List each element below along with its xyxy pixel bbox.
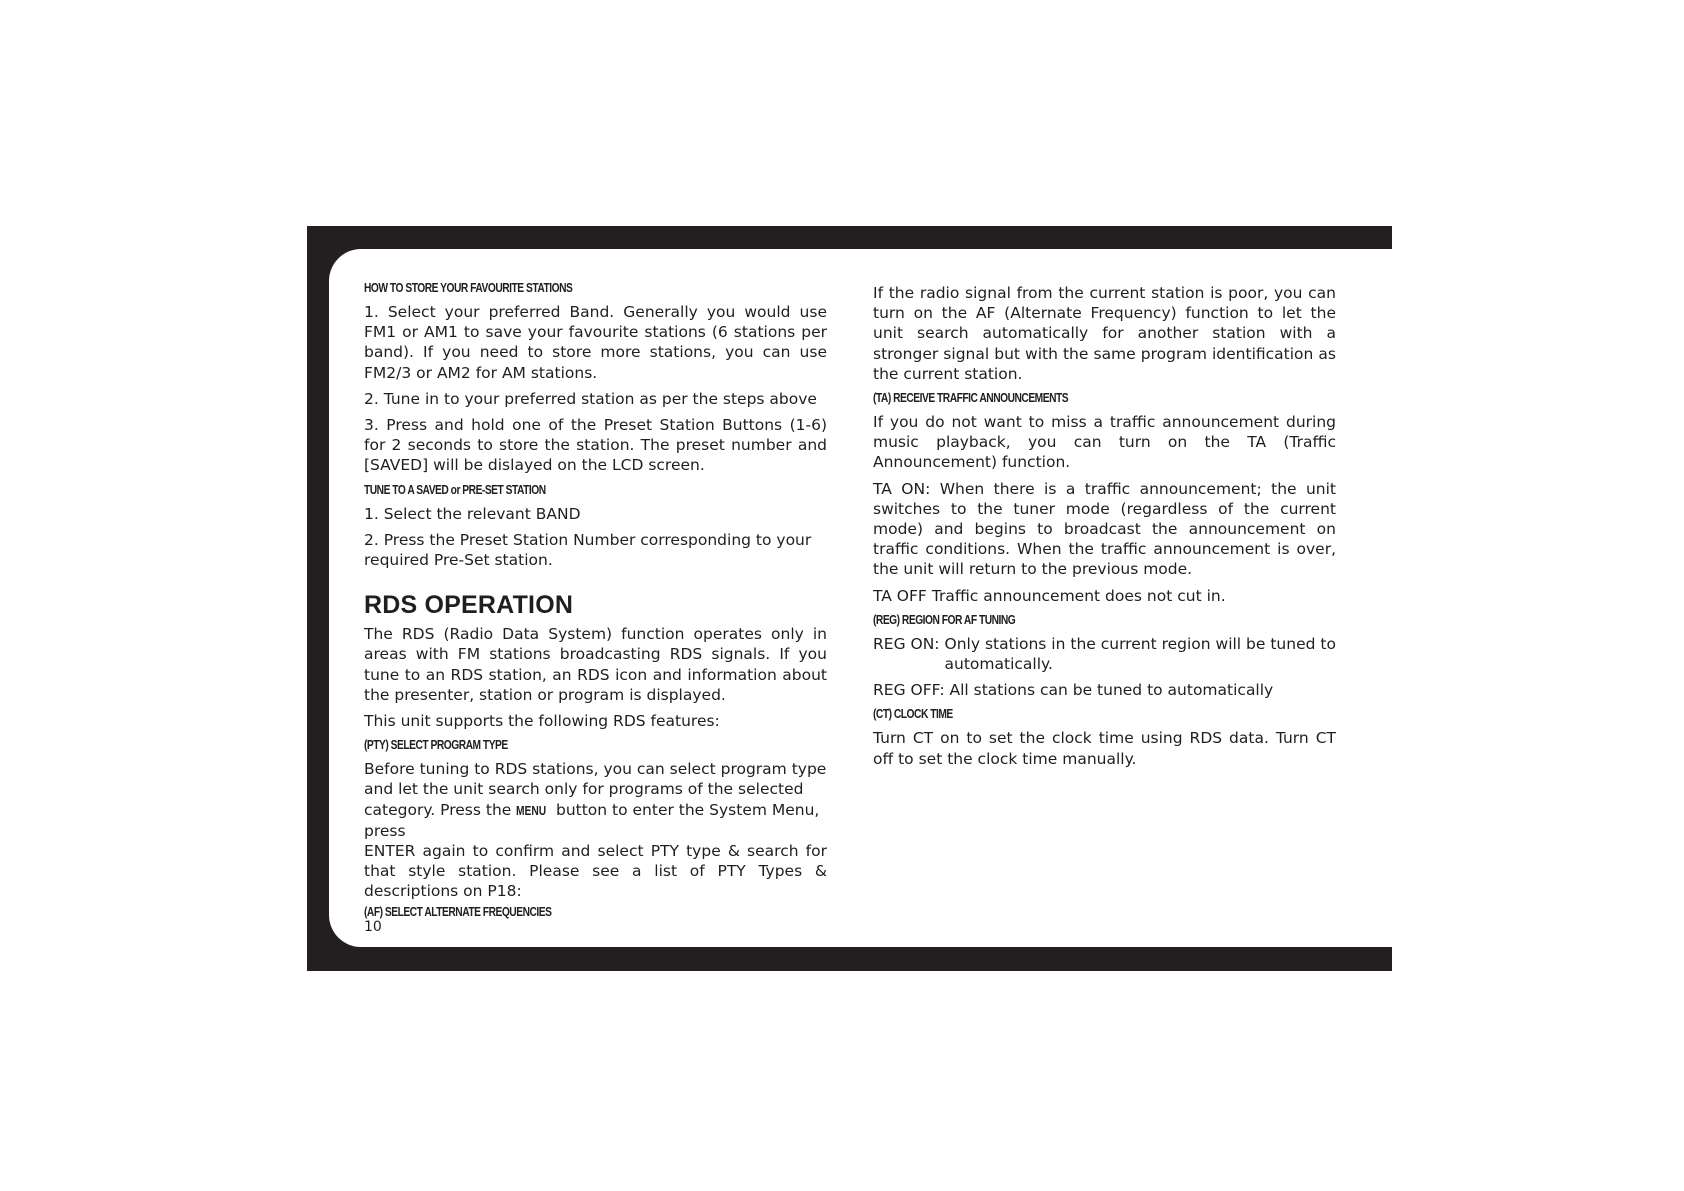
- store-step-2: 2. Tune in to your preferred station as per the steps above: [364, 389, 817, 408]
- pty-text: [364, 759, 827, 841]
- store-step-1: 1. Select your preferred Band. Generally you would use FM1 or AM1 to save your favourite stations (6 stations per band). If you need to store more stations, you can use FM2/3 or AM2 for AM stations.: [364, 303, 827, 382]
- page-number: 10: [364, 919, 382, 935]
- ct-text: Turn CT on to set the clock time using RDS data. Turn CT off to set the clock time manually.: [873, 729, 1336, 768]
- store-step-3: 3. Press and hold one of the Preset Station Buttons (1-6) for 2 seconds to store the station. The preset number and [SAVED] will be dislayed on the LCD screen.: [364, 416, 827, 475]
- ct-heading: (CT) CLOCK TIME: [873, 707, 953, 722]
- reg-off-text: REG OFF: All stations can be tuned to automatically: [873, 681, 1274, 700]
- rds-operation-title: RDS OPERATION: [364, 591, 574, 620]
- pty-text-after: ENTER again to confirm and select PTY type & search for that style station. Please see a list of PTY Types & descriptions on P18:: [364, 842, 827, 901]
- right-column: [873, 283, 1336, 775]
- tune-heading-or: or: [450, 482, 460, 497]
- menu-button-label: MENU: [516, 803, 547, 818]
- tune-step-2: 2. Press the Preset Station Number corresponding to your required Pre-Set station.: [364, 530, 812, 570]
- ta-off-text: TA OFF Traffic announcement does not cut in.: [873, 586, 1226, 605]
- af-text: If the radio signal from the current station is poor, you can turn on the AF (Alternate Frequency) function to let the unit search automatically for another station with a stronger signal but with the same program identification as the current station.: [873, 284, 1336, 383]
- ta-heading: (TA) RECEIVE TRAFFIC ANNOUNCEMENTS: [873, 391, 1069, 406]
- af-heading: (AF) SELECT ALTERNATE FREQUENCIES: [364, 904, 552, 919]
- rds-intro: The RDS (Radio Data System) function operates only in areas with FM stations broadcasting RDS signals. If you tune to an RDS station, an RDS icon and information about the presenter, station or program is displayed.: [364, 625, 827, 704]
- tune-heading-part2: PRE-SET STATION: [459, 482, 546, 497]
- rds-supports: This unit supports the following RDS features:: [364, 712, 720, 731]
- pty-text-middle: button to enter the System Menu, press: [364, 800, 820, 840]
- reg-on-key: REG ON:: [873, 634, 940, 653]
- left-column: [364, 280, 827, 926]
- pty-text-before: Before tuning to RDS stations, you can select program type and let the unit search only for programs of the selected category. Press the: [364, 760, 827, 819]
- reg-on-value: Only stations in the current region will be tuned to automatically.: [944, 634, 1336, 674]
- store-stations-heading: HOW TO STORE YOUR FAVOURITE STATIONS: [364, 281, 573, 295]
- tune-step-1: 1. Select the relevant BAND: [364, 504, 581, 523]
- tune-heading-part1: TUNE TO A SAVED: [364, 482, 451, 497]
- pty-heading: (PTY) SELECT PROGRAM TYPE: [364, 738, 508, 753]
- reg-heading: (REG) REGION FOR AF TUNING: [873, 612, 1016, 627]
- ta-text: If you do not want to miss a traffic announcement during music playback, you can turn on the TA (Traffic Announcement) function.: [873, 413, 1336, 472]
- reg-on-line: [873, 634, 1336, 674]
- tune-preset-heading: [364, 482, 744, 498]
- ta-on-text: TA ON: When there is a traffic announcement; the unit switches to the tuner mode (regardless of the current mode) and begins to broadcast the announcement on traffic conditions. When the traffic announcement is over, the unit will return to the previous mode.: [873, 479, 1336, 579]
